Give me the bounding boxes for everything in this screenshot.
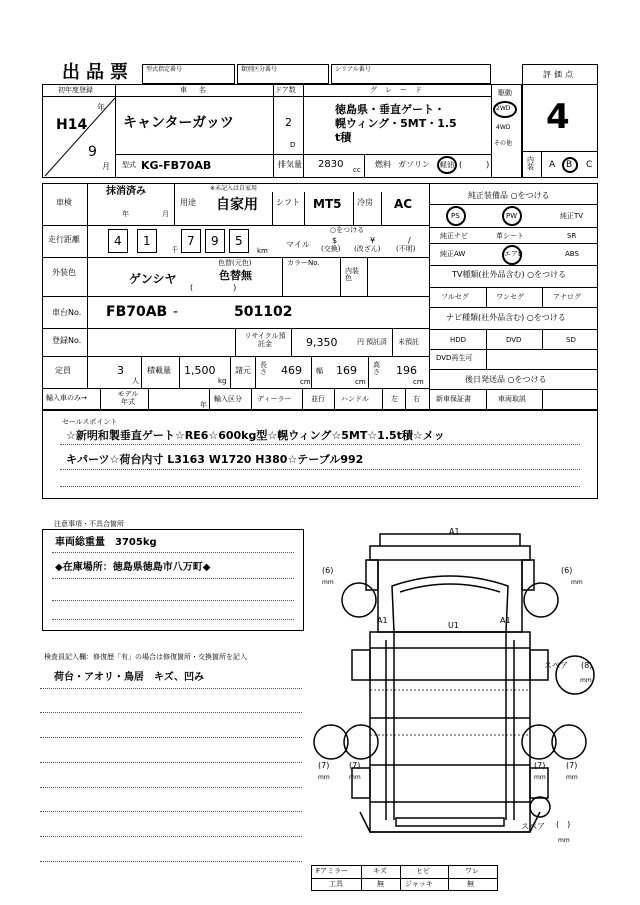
mile-opt-2: ¥ xyxy=(370,236,376,245)
legend-crack: ヒビ xyxy=(416,867,430,875)
truck-diagram xyxy=(300,520,600,865)
later-title: 後日発送品 ○をつける xyxy=(465,375,547,384)
notes-label: 注意事項・不具合箇所 xyxy=(54,520,124,528)
displacement-label: 排気量 xyxy=(278,160,302,169)
equip-navi: 純正ナビ xyxy=(440,232,468,240)
equip-aw: 純正AW xyxy=(440,250,466,258)
equip-pw: PW xyxy=(506,212,518,220)
mileage-km: km xyxy=(257,247,268,255)
equip-tv: 純正TV xyxy=(560,212,584,220)
mile-opt-3-text: (不明) xyxy=(396,245,416,253)
tire-front-left-unit: mm xyxy=(322,579,334,586)
usage-note: ※未記入は自家用 xyxy=(210,185,258,192)
mile-opt-1-text: (交換) xyxy=(321,245,341,253)
model-year-unit: 年 xyxy=(200,401,207,409)
mile-opt-3: / xyxy=(408,236,411,245)
inspection-label: 車検 xyxy=(56,198,72,207)
load-value: 1,500 xyxy=(184,364,216,377)
color-value: ゲンシヤ xyxy=(129,272,177,286)
damage-a1-left: A1 xyxy=(377,616,388,625)
length-label: 長さ xyxy=(260,361,267,376)
chassis-prefix: FB70AB xyxy=(106,304,168,320)
interior-color-label: 内装色 xyxy=(345,267,359,282)
inspector-line-1: 荷台・アオリ・鳥居 キズ、凹み xyxy=(54,672,204,683)
recycle-unpaid: 未預託 xyxy=(398,338,419,346)
serial-label: シリアル番号 xyxy=(335,66,371,73)
mileage-digit-4: 9 xyxy=(205,229,225,253)
length-cm: cm xyxy=(300,378,311,386)
later-warranty: 新車保証書 xyxy=(436,395,471,403)
legend-jack: ジャッキ xyxy=(405,880,433,888)
tv-fullseg: フルセグ xyxy=(441,293,469,301)
inspector-label: 検査員記入欄：修復歴「有」の場合は修復箇所・交換箇所を記入 xyxy=(44,653,247,661)
fuel-label: 燃料 xyxy=(375,160,391,169)
tv-analog: アナログ xyxy=(553,293,581,301)
interior-b: B xyxy=(566,160,573,170)
tire-rear-right-inner: (7) xyxy=(534,761,546,770)
ac-value: AC xyxy=(394,197,413,211)
spare-unit-1: mm xyxy=(580,677,592,684)
damage-u1: U1 xyxy=(448,621,459,630)
spare-label-1: スペア xyxy=(544,661,568,670)
dvd-label: DVD再生可 xyxy=(436,354,473,362)
shift-label: シフト xyxy=(276,198,300,207)
legend-fmirror: Fアミラー xyxy=(316,867,349,875)
drive-4wd: 4WD xyxy=(496,124,511,131)
tire-rear-right-outer-unit: mm xyxy=(566,774,578,781)
model-year-label: モデル年式 xyxy=(117,390,139,406)
year-era: H14 xyxy=(56,117,88,133)
grade-label: グレード xyxy=(370,86,430,94)
usage-label: 用途 xyxy=(180,198,196,207)
navi-hdd: HDD xyxy=(450,336,467,344)
left-option: 左 xyxy=(391,395,398,403)
ac-label: 冷房 xyxy=(357,198,373,207)
width-cm: cm xyxy=(355,378,366,386)
width-label: 幅 xyxy=(316,367,323,375)
tv-oneseg: ワンセグ xyxy=(496,293,524,301)
sales-point-line-2: キパーツ☆荷台内寸 L3163 W1720 H380☆テーブル992 xyxy=(66,453,364,466)
navi-sd: SD xyxy=(566,336,576,344)
load-label: 積載量 xyxy=(147,366,171,375)
month-unit: 月 xyxy=(102,162,110,171)
fuel-gas: ガソリン xyxy=(398,160,430,169)
capacity-unit: 人 xyxy=(132,377,139,385)
drive-label: 駆動 xyxy=(498,89,512,97)
parallel-option: 並行 xyxy=(311,395,325,403)
navi-dvd: DVD xyxy=(506,336,522,344)
tire-rear-left-inner-unit: mm xyxy=(349,774,361,781)
month-value: 9 xyxy=(88,144,97,160)
fuel-light: 軽油 xyxy=(440,161,454,169)
dealer-option: ディーラー xyxy=(257,395,292,403)
length-value: 469 xyxy=(281,364,302,377)
doors-suffix: D xyxy=(290,141,296,149)
doors-value: 2 xyxy=(285,116,292,129)
chassis-dash: - xyxy=(173,304,179,320)
chassis-number: 501102 xyxy=(234,304,293,320)
spare-unit-2: mm xyxy=(558,837,570,844)
notes-line-2: ◆在庫場所：徳島県徳島市八万町◆ xyxy=(55,562,211,573)
tire-rear-left-outer: (7) xyxy=(318,761,330,770)
tire-rear-right-inner-unit: mm xyxy=(534,774,546,781)
tire-rear-left-outer-unit: mm xyxy=(318,774,330,781)
damage-a1-right: A1 xyxy=(500,616,511,625)
score-value: 4 xyxy=(546,97,570,137)
model-value: KG-FB70AB xyxy=(141,159,212,172)
import-cat-label: 輸入区分 xyxy=(214,395,242,403)
first-reg-label: 初年度登録 xyxy=(58,86,93,94)
class-label: 類別区分番号 xyxy=(241,66,278,73)
later-manual: 車両取説 xyxy=(498,395,526,403)
spare-value-1: (8) xyxy=(581,661,593,670)
displacement-value: 2830 xyxy=(318,159,344,170)
interior-a: A xyxy=(549,160,556,170)
recycle-unit: 円 xyxy=(357,338,364,346)
grade-line-3: t積 xyxy=(335,131,352,144)
spare-value-2: ( ) xyxy=(556,820,571,829)
legend-break: ワレ xyxy=(465,867,479,875)
legend-tools-value: 無 xyxy=(377,880,384,888)
navi-title: ナビ種類(社外品含む) ○をつける xyxy=(446,313,566,322)
mile-opt-2-text: (改ざん) xyxy=(354,245,381,253)
grade-line-2: 幌ウィング・5MT・1.5 xyxy=(335,117,457,130)
tire-front-left: (6) xyxy=(322,566,334,575)
year-unit: 年 xyxy=(97,103,105,112)
mileage-circle-note: ○をつける xyxy=(330,226,365,234)
mileage-label: 走行距離 xyxy=(48,235,80,244)
inspection-month-unit: 月 xyxy=(162,210,169,218)
mile-label: マイル xyxy=(286,240,310,249)
color-no-label: カラーNo. xyxy=(287,259,320,267)
capacity-label: 定員 xyxy=(55,366,71,375)
color-change-label: 色替(元色) xyxy=(218,259,252,267)
recycle-paid: 預託済 xyxy=(366,338,387,346)
mileage-sen: 千 xyxy=(171,246,178,254)
fuel-paren: ( ) xyxy=(459,160,490,169)
car-name: キャンターガッツ xyxy=(123,115,234,131)
right-option: 右 xyxy=(413,395,420,403)
height-label: 高さ xyxy=(373,361,380,376)
regno-label: 登録No. xyxy=(52,336,82,345)
interior-label: 内装 xyxy=(527,156,534,171)
notes-line-1: 車両総重量 3705kg xyxy=(55,537,157,548)
tire-rear-right-outer: (7) xyxy=(566,761,578,770)
damage-a1-top: A1 xyxy=(449,527,460,536)
equip-ps: PS xyxy=(451,212,460,220)
color-change-value: 色替無 xyxy=(219,269,252,282)
spec-label: 諸元 xyxy=(235,366,251,375)
handle-label: ハンドル xyxy=(341,395,369,403)
mileage-digit-3: 7 xyxy=(181,229,201,253)
width-value: 169 xyxy=(336,364,357,377)
equip-leather: 革シート xyxy=(496,232,524,240)
shift-value: MT5 xyxy=(313,197,342,211)
tire-front-right: (6) xyxy=(561,566,573,575)
height-cm: cm xyxy=(413,378,424,386)
mileage-digit-1: 4 xyxy=(108,229,128,253)
legend-jack-value: 無 xyxy=(467,880,474,888)
page-title: 出品票 xyxy=(62,62,134,83)
recycle-label: リサイクル預託金 xyxy=(244,332,286,349)
tv-title: TV種類(社外品含む) ○をつける xyxy=(452,270,567,279)
drive-2wd: 2WD xyxy=(496,105,511,112)
displacement-unit: cc xyxy=(353,166,361,174)
type-cert-label: 型式指定番号 xyxy=(146,66,183,73)
equipment-title: 純正装備品 ○をつける xyxy=(468,191,550,200)
tire-front-right-unit: mm xyxy=(571,579,583,586)
tire-rear-left-inner: (7) xyxy=(349,761,361,770)
car-name-label: 車名 xyxy=(180,86,218,94)
load-unit: kg xyxy=(218,377,227,385)
inspection-year-unit: 年 xyxy=(122,210,129,218)
capacity-value: 3 xyxy=(117,364,124,377)
sales-point-label: セールスポイント xyxy=(62,418,118,426)
interior-c: C xyxy=(586,160,593,170)
chassis-label: 車台No. xyxy=(52,308,82,317)
equip-sr: SR xyxy=(567,232,577,240)
spare-label-2: スペア xyxy=(521,822,545,831)
mileage-digit-2: 1 xyxy=(137,229,157,253)
legend-tools: 工具 xyxy=(329,880,343,888)
sales-point-line-1: ☆新明和製垂直ゲート☆RE6☆600kg型☆幌ウィング☆5MT☆1.5t積☆メッ xyxy=(66,429,445,442)
equip-abs: ABS xyxy=(565,250,579,258)
model-label: 型式 xyxy=(122,161,136,169)
grade-line-1: 徳島県・垂直ゲート・ xyxy=(335,103,445,116)
doors-label: ドア数 xyxy=(275,86,296,94)
inspection-value: 抹消済み xyxy=(106,186,146,197)
color-change-paren: ( ) xyxy=(190,283,237,292)
mile-opt-1: $ xyxy=(332,236,338,245)
legend-scratch: キズ xyxy=(373,867,387,875)
equip-airbag: エアB xyxy=(504,250,523,258)
color-label: 外装色 xyxy=(52,268,76,277)
height-value: 196 xyxy=(396,364,417,377)
recycle-value: 9,350 xyxy=(306,336,338,349)
import-label: 輸入車のみ→ xyxy=(46,394,87,402)
usage-value: 自家用 xyxy=(216,197,258,213)
mileage-digit-5: 5 xyxy=(229,229,249,253)
score-label: 評価点 xyxy=(543,70,576,79)
drive-other: その他 xyxy=(494,140,513,147)
